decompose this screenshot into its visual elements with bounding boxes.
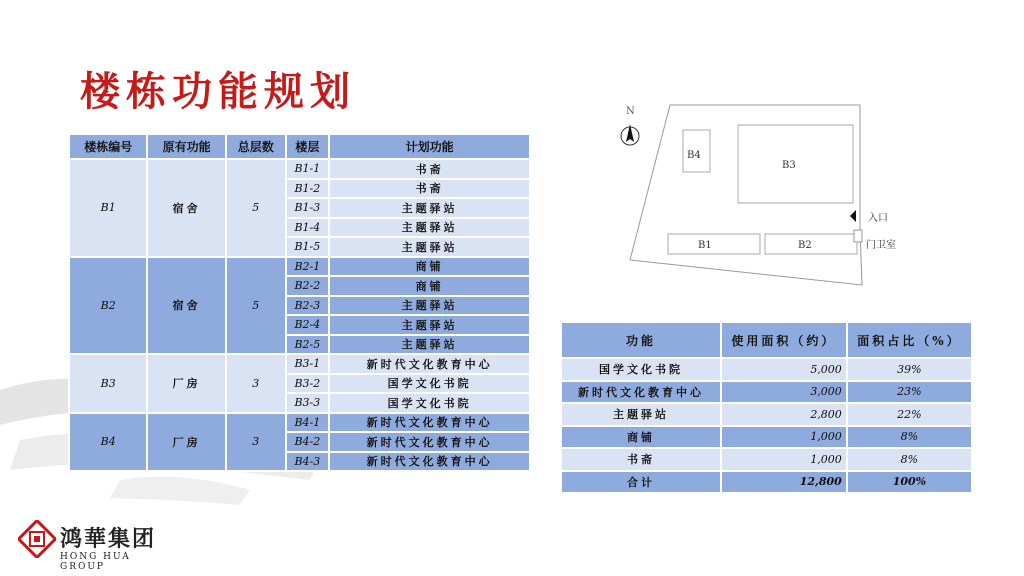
planned-function-cell: 商铺 bbox=[329, 257, 530, 277]
original-function-cell: 宿舍 bbox=[147, 159, 225, 257]
total-ratio-cell: 100% bbox=[847, 471, 972, 494]
planned-function-cell: 书斋 bbox=[329, 159, 530, 179]
floor-cell: B2-2 bbox=[286, 276, 330, 296]
table-header-row bbox=[69, 134, 530, 159]
floor-cell: B1-3 bbox=[286, 198, 330, 218]
function-cell: 新时代文化教育中心 bbox=[561, 381, 721, 404]
planned-function-cell: 新时代文化教育中心 bbox=[329, 432, 530, 452]
function-cell: 国学文化书院 bbox=[561, 358, 721, 381]
planned-function-cell: 主题驿站 bbox=[329, 237, 530, 257]
floor-cell: B2-3 bbox=[286, 296, 330, 316]
floor-cell: B1-5 bbox=[286, 237, 330, 257]
total-floors-cell: 3 bbox=[226, 354, 286, 413]
planned-function-cell: 主题驿站 bbox=[329, 335, 530, 355]
table-header-row bbox=[561, 322, 972, 358]
column-header: 楼层 bbox=[286, 134, 330, 159]
column-header: 计划功能 bbox=[329, 134, 530, 159]
total-row bbox=[561, 471, 972, 494]
north-arrow-icon bbox=[626, 124, 634, 142]
building-id-cell: B2 bbox=[69, 257, 147, 355]
area-ratio-table bbox=[560, 321, 973, 494]
entrance-label: 入口 bbox=[868, 213, 888, 224]
guardroom bbox=[854, 230, 862, 242]
building-function-table bbox=[68, 133, 531, 472]
total-floors-cell: 3 bbox=[226, 413, 286, 472]
ratio-cell: 8% bbox=[847, 426, 972, 449]
site-map bbox=[610, 100, 930, 300]
building-b4-label: B4 bbox=[687, 150, 701, 161]
planned-function-cell: 新时代文化教育中心 bbox=[329, 452, 530, 472]
table-row bbox=[561, 403, 972, 426]
floor-cell: B3-1 bbox=[286, 354, 330, 374]
column-header: 总层数 bbox=[226, 134, 286, 159]
area-cell: 3,000 bbox=[721, 381, 847, 404]
logo-chinese-text: 鸿華集团 bbox=[60, 526, 157, 552]
function-cell: 商铺 bbox=[561, 426, 721, 449]
floor-cell: B3-2 bbox=[286, 374, 330, 394]
column-header: 楼栋编号 bbox=[69, 134, 147, 159]
area-cell: 5,000 bbox=[721, 358, 847, 381]
column-header: 功能 bbox=[561, 322, 721, 358]
floor-cell: B2-1 bbox=[286, 257, 330, 277]
column-header: 原有功能 bbox=[147, 134, 225, 159]
column-header: 面积占比（%） bbox=[847, 322, 972, 358]
total-floors-cell: 5 bbox=[226, 257, 286, 355]
building-id-cell: B4 bbox=[69, 413, 147, 472]
original-function-cell: 厂房 bbox=[147, 354, 225, 413]
floor-cell: B3-3 bbox=[286, 393, 330, 413]
building-b1 bbox=[668, 234, 760, 254]
floor-cell: B1-2 bbox=[286, 179, 330, 199]
logo-english-text: HONG HUA GROUP bbox=[60, 552, 131, 572]
planned-function-cell: 新时代文化教育中心 bbox=[329, 354, 530, 374]
table-row bbox=[561, 358, 972, 381]
table-row bbox=[69, 159, 530, 179]
building-b1-label: B1 bbox=[698, 240, 712, 251]
entrance-arrow-icon bbox=[850, 210, 856, 222]
original-function-cell: 宿舍 bbox=[147, 257, 225, 355]
planned-function-cell: 主题驿站 bbox=[329, 218, 530, 238]
guardroom-label: 门卫室 bbox=[866, 240, 896, 251]
company-logo bbox=[18, 520, 178, 570]
area-cell: 1,000 bbox=[721, 448, 847, 471]
floor-cell: B4-3 bbox=[286, 452, 330, 472]
area-cell: 1,000 bbox=[721, 426, 847, 449]
planned-function-cell: 主题驿站 bbox=[329, 315, 530, 335]
planned-function-cell: 国学文化书院 bbox=[329, 374, 530, 394]
building-id-cell: B3 bbox=[69, 354, 147, 413]
column-header: 使用面积（约） bbox=[721, 322, 847, 358]
logo-mark-icon bbox=[18, 520, 56, 558]
building-id-cell: B1 bbox=[69, 159, 147, 257]
planned-function-cell: 主题驿站 bbox=[329, 296, 530, 316]
table-row bbox=[561, 448, 972, 471]
planned-function-cell: 商铺 bbox=[329, 276, 530, 296]
function-cell: 主题驿站 bbox=[561, 403, 721, 426]
total-label-cell: 合计 bbox=[561, 471, 721, 494]
original-function-cell: 厂房 bbox=[147, 413, 225, 472]
ratio-cell: 22% bbox=[847, 403, 972, 426]
floor-cell: B2-5 bbox=[286, 335, 330, 355]
floor-cell: B1-4 bbox=[286, 218, 330, 238]
building-b2-label: B2 bbox=[798, 240, 812, 251]
ratio-cell: 39% bbox=[847, 358, 972, 381]
area-cell: 2,800 bbox=[721, 403, 847, 426]
floor-cell: B2-4 bbox=[286, 315, 330, 335]
planned-function-cell: 国学文化书院 bbox=[329, 393, 530, 413]
page-title: 楼栋功能规划 bbox=[80, 68, 356, 115]
ratio-cell: 23% bbox=[847, 381, 972, 404]
ratio-cell: 8% bbox=[847, 448, 972, 471]
planned-function-cell: 主题驿站 bbox=[329, 198, 530, 218]
table-row bbox=[69, 354, 530, 374]
floor-cell: B4-1 bbox=[286, 413, 330, 433]
table-row bbox=[69, 257, 530, 277]
north-label: N bbox=[626, 106, 635, 117]
building-b3-label: B3 bbox=[782, 160, 796, 171]
floor-cell: B1-1 bbox=[286, 159, 330, 179]
total-area-cell: 12,800 bbox=[721, 471, 847, 494]
table-row bbox=[561, 381, 972, 404]
floor-cell: B4-2 bbox=[286, 432, 330, 452]
function-cell: 书斋 bbox=[561, 448, 721, 471]
table-row bbox=[561, 426, 972, 449]
planned-function-cell: 书斋 bbox=[329, 179, 530, 199]
table-row bbox=[69, 413, 530, 433]
planned-function-cell: 新时代文化教育中心 bbox=[329, 413, 530, 433]
total-floors-cell: 5 bbox=[226, 159, 286, 257]
